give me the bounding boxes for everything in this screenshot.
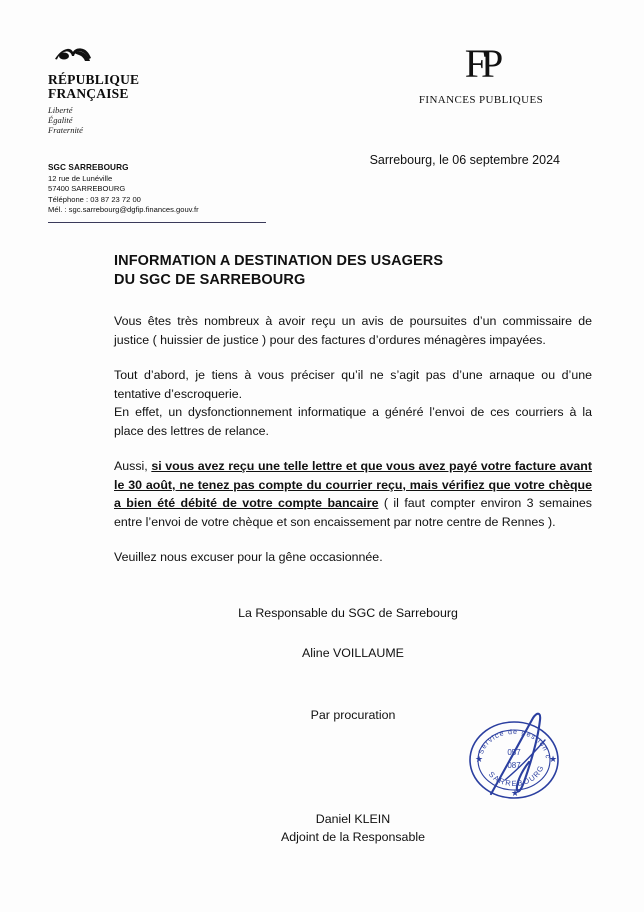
finances-publiques-monogram-icon: FP — [464, 41, 498, 86]
page-title-line-2: DU SGC DE SARREBOURG — [114, 272, 306, 288]
document-header — [48, 41, 596, 144]
signature-signer-name: Daniel KLEIN — [315, 812, 391, 826]
sender-city: 57400 SARREBOURG — [48, 184, 126, 194]
paragraph-1: Vous êtes très nombreux à avoir reçu un avis de poursuites d’un commissaire de justice ( huissier de justice ) pour des factures d’ordures ménagères impayées. — [114, 314, 592, 347]
sender-address-block — [48, 163, 288, 216]
header-divider — [48, 222, 266, 223]
paragraph-2-sentence-2: En effet, un dysfonctionnement informatique a généré l’envoi de ces courriers à la place des lettres de relance. — [114, 405, 592, 438]
finances-publiques-block — [366, 41, 596, 106]
motto-liberte: Liberté — [48, 105, 73, 115]
dateline: Sarrebourg, le 06 septembre 2024 — [369, 153, 560, 167]
paragraph-4: Veuillez nous excuser pour la gêne occasionnée. — [114, 550, 383, 564]
republique-line-2: FRANÇAISE — [48, 85, 129, 101]
signature-signer-role: Adjoint de la Responsable — [281, 830, 425, 844]
svg-text:057: 057 — [507, 748, 521, 757]
signature-responsable-name: Aline VOILLAUME — [302, 646, 404, 660]
motto-fraternite: Fraternité — [48, 125, 83, 135]
sender-street: 12 rue de Lunéville — [48, 173, 113, 183]
marianne-logo-icon — [52, 44, 94, 66]
document-body — [114, 252, 592, 567]
svg-text:SARREBOURG: SARREBOURG — [486, 763, 546, 789]
page-title — [114, 252, 592, 290]
republique-francaise-block — [48, 44, 328, 135]
paragraph-2-sentence-1: Tout d’abord, je tiens à vous préciser qu’il ne s’agit pas d’une arnaque ou d’une tentative d’escroquerie. — [114, 368, 592, 401]
paragraph-3 — [114, 457, 592, 531]
motto-egalite: Égalité — [48, 115, 73, 125]
finances-publiques-label: FINANCES PUBLIQUES — [418, 94, 544, 106]
paragraph-3-emphasis: si vous avez reçu une telle lettre et que vous avez payé votre facture avant le 30 août, ne tenez pas compte du courrier reçu, mais vérifiez que votre chèque a bien été débité de votre compte bancaire — [114, 459, 592, 510]
paragraph-3-suffix: ( il faut compter environ 3 semaines entre l’envoi de votre chèque et son encaissement par notre centre de Rennes ). — [114, 496, 592, 529]
paragraph-2 — [114, 366, 592, 440]
sender-phone: Téléphone : 03 87 23 72 00 — [48, 194, 141, 204]
svg-text:★: ★ — [511, 788, 520, 798]
paragraph-3-prefix: Aussi, — [114, 459, 152, 473]
sender-email: Mél. : sgc.sarrebourg@dgfip.finances.gouv.fr — [48, 205, 199, 215]
page-title-line-1: INFORMATION A DESTINATION DES USAGERS — [114, 253, 444, 269]
svg-text:★: ★ — [475, 754, 484, 764]
svg-text:Service de gestion comptable: Service de gestion comptable — [457, 706, 552, 760]
svg-text:★: ★ — [549, 754, 558, 764]
signature-role: La Responsable du SGC de Sarrebourg — [238, 606, 458, 620]
svg-text:087: 087 — [507, 761, 521, 770]
signature-delegation: Par procuration — [310, 708, 396, 722]
signature-block — [114, 604, 592, 846]
sender-service-name: SGC SARREBOURG — [48, 163, 129, 172]
republique-line-1: RÉPUBLIQUE — [48, 72, 140, 87]
